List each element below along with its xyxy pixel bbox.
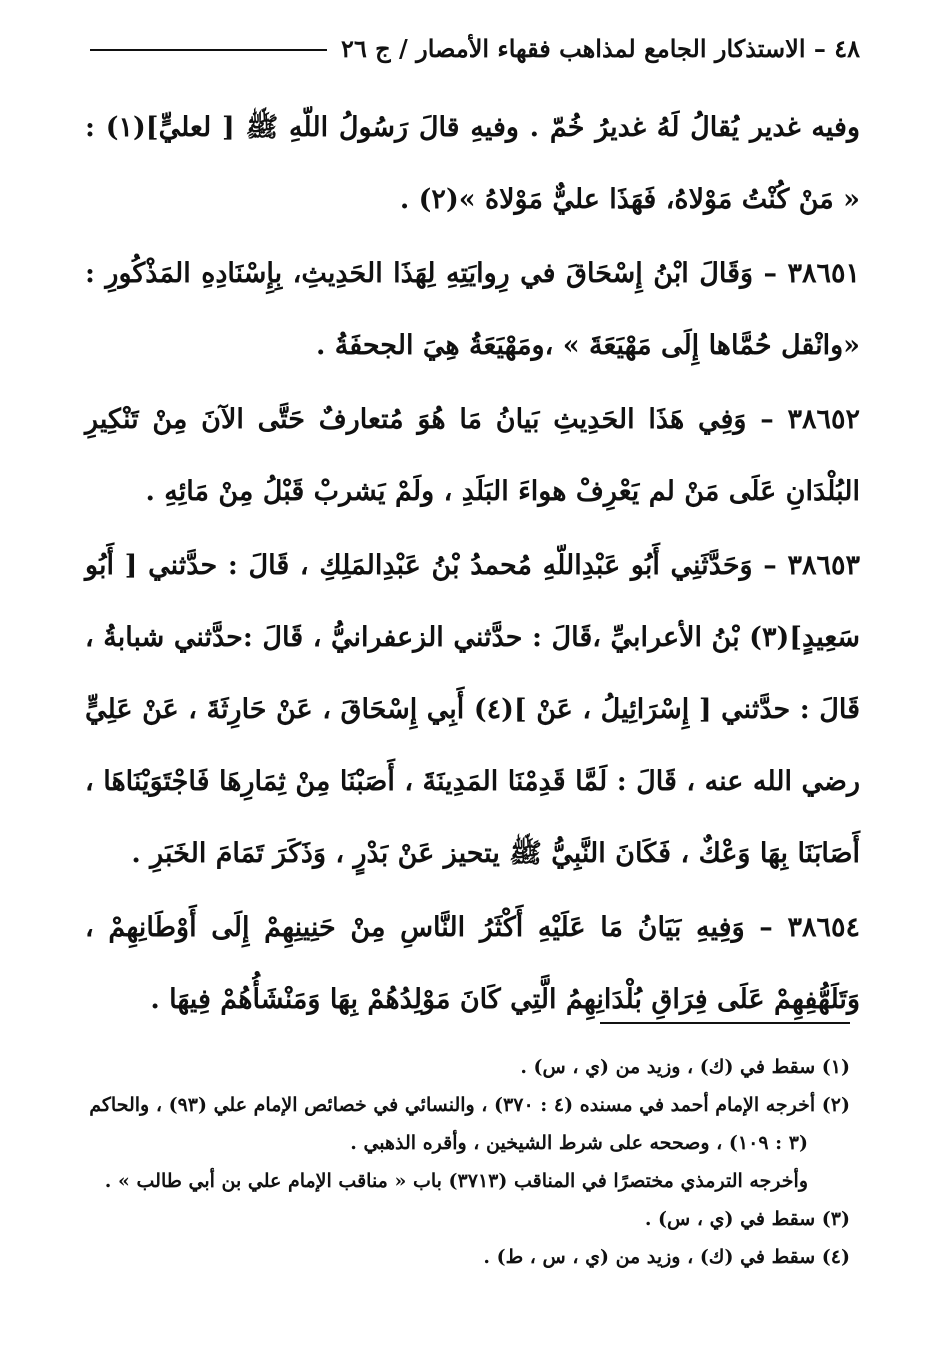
running-header-text: ٤٨ – الاستذكار الجامع لمذاهب فقهاء الأمصار / ج ٢٦: [341, 33, 860, 63]
running-header: [90, 28, 860, 68]
footnote-2: (٢) أخرجه الإمام أحمد في مسنده (٤ : ٣٧٠) ، والنسائي في خصائص الإمام علي (٩٣) ، والحاكم: [89, 1094, 850, 1116]
main-text: [85, 92, 860, 1038]
footnote-4: (٤) سقط في (ك) ، وزيد من (ي ، س ، ط) .: [483, 1246, 850, 1268]
footnote-2-addendum: وأخرجه الترمذي مختصرًا في المناقب (٣٧١٣) باب « مناقب الإمام علي بن أبي طالب » .: [104, 1170, 808, 1192]
footnote-3: (٣) سقط في (ي ، س) .: [644, 1208, 850, 1230]
footnote-1: (١) سقط في (ك) ، وزيد من (ي ، س) .: [520, 1056, 850, 1078]
paragraph-38652: ٣٨٦٥٢ – وَفِي هَذَا الحَدِيثِ بَيانُ مَا هُوَ مُتعارفٌ حَتَّى الآنَ مِنْ تَنْكِيرِ البُلْدَانِ عَلَى مَنْ لم يَعْرِفْ هواءَ البَلَدِ ، ولَمْ يَشربْ قَبْلُ مِنْ مَائِهِ .: [85, 404, 860, 507]
paragraph-1: وفيه غدير يُقالُ لَهُ غديرُ خُمّ . وفيهِ قالَ رَسُولُ اللّهِ ﷺ [ لعليٍّ](١) : « مَنْ كُنْتُ مَوْلاهُ، فَهَذَا عليٌّ مَوْلاهُ »(٢) .: [85, 112, 860, 215]
paragraph-38651: ٣٨٦٥١ – وَقَالَ ابْنُ إِسْحَاقَ في رِوايَتِهِ لِهَذَا الحَدِيثِ، بِإِسْنَادِهِ المَذْكُورِ : «وانْقل حُمَّاها إِلَى مَهْيَعَةَ » ،ومَهْيَعَةُ هِيَ الجحفَةُ .: [85, 258, 860, 361]
header-rule: [90, 49, 327, 51]
footnote-separator: [600, 1022, 850, 1024]
footnotes: [80, 1048, 850, 1276]
paragraph-38653: ٣٨٦٥٣ – وَحَدَّثَنِي أَبُو عَبْدِاللّهِ مُحمدُ بْنُ عَبْدِالمَلِكِ ، قَالَ : حدَّثني [ أَبُو سَعِيدٍ](٣) بْنُ الأعرابيِّ ،قَالَ : حدَّثني الزعفرانيُّ ، قَالَ :حدَّثني شبابةُ ، قَالَ : حدَّثني [ إِسْرَائِيلُ ، عَنْ ](٤) أَبِي إِسْحَاقَ ، عَنْ حَارِثَةَ ، عَنْ عَلِيٍّ رضي الله عنه ، قَالَ : لَمَّا قَدِمْنَا المَدِينَةَ ، أَصَبْنَا مِنْ ثِمَارِهَا فَاجْتَوَيْنَاهَا ، أَصَابَنَا بِهَا وَعْكٌ ، فَكَانَ النَّبِيُّ ﷺ يتحيز عَنْ بَدْرٍ ، وَذَكَرَ تَمَامَ الخَبَرِ .: [85, 550, 860, 869]
paragraph-38654: ٣٨٦٥٤ – وَفِيهِ بَيَانُ مَا عَلَيْهِ أَكْثَرُ النَّاسِ مِنْ حَنِينِهِمْ إِلَى أَوْطَانِهِمْ ، وَتَلَهُّفِهِمْ عَلَى فِرَاقِ بُلْدَانِهِمُ الَّتِي كَانَ مَوْلِدُهُمْ بِهَا وَمَنْشَأُهُمْ فِيهَا .: [85, 912, 860, 1015]
footnote-2-continuation: (٣ : ١٠٩) ، وصححه على شرط الشيخين ، وأقره الذهبي .: [350, 1132, 808, 1154]
